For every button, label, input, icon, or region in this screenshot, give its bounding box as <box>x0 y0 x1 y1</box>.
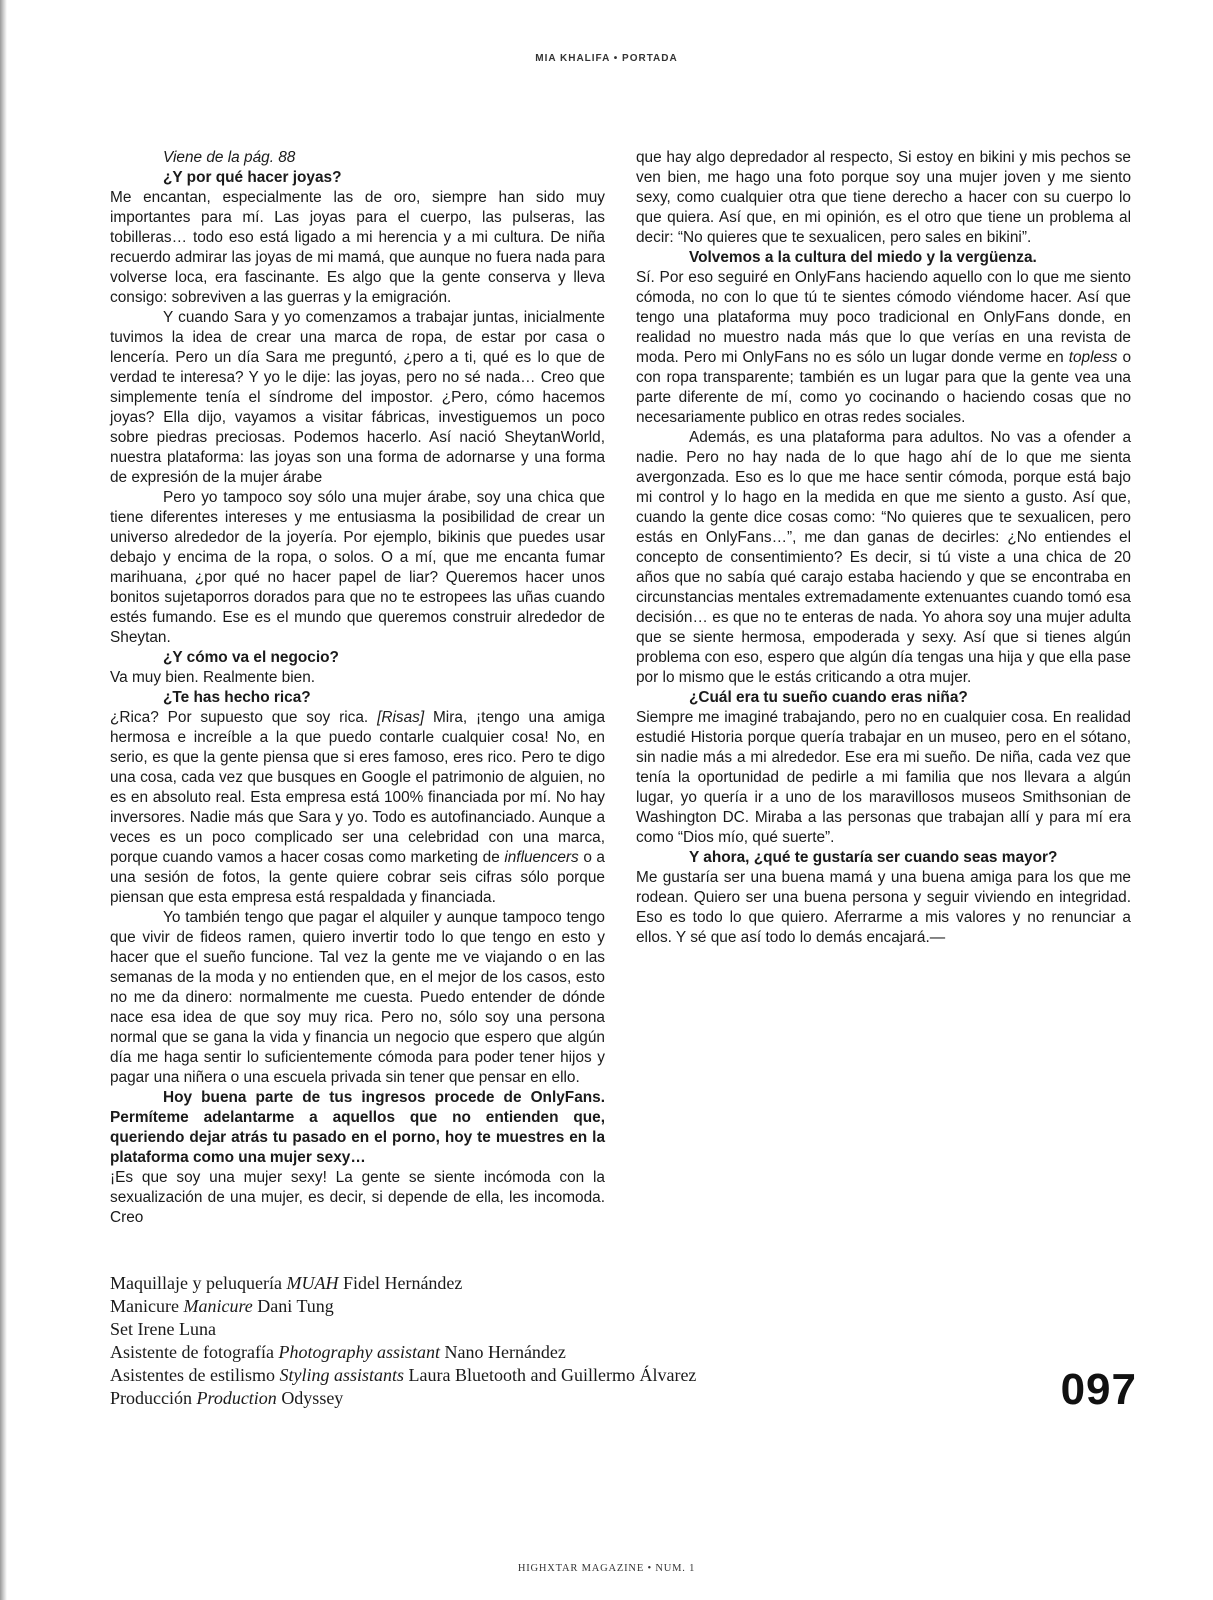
answer-text-italic: influencers <box>504 849 579 866</box>
continued-from-note: Viene de la pág. 88 <box>163 149 296 166</box>
interview-answer: Además, es una plataforma para adultos. No vas a ofender a nadie. Pero no hay nada de lo que hago ahí de lo que me sienta avergonzada. Eso es lo que me hace sentir cómoda, porque está bajo mi control y lo hago en la medida en que me siento a gusto. Así que, cuando la gente dice cosas como: “No quieres que te sexualicen, pero estás en OnlyFans…”, me dan ganas de decirles: ¿No entiendes el concepto de consentimiento? Es decir, si tú viste a una chica de 20 años que no sabía qué carajo estaba haciendo y que se encontraba en circunstancias mentales extremadamente extenuantes cuando tomó esa decisión… es que no te enteras de nada. Yo ahora soy una mujer adulta que se siente hermosa, empoderada y sexy. Así que si tienes algún problema con eso, espero que algún día tengas una hija y que ella pase por lo mismo que le estás criticando a otra mujer. <box>636 429 1131 686</box>
photo-credits <box>110 1272 810 1410</box>
credit-line <box>110 1318 810 1341</box>
credit-role-english: Photography assistant <box>278 1342 440 1362</box>
credit-role: Manicure <box>110 1296 179 1316</box>
interview-question: Volvemos a la cultura del miedo y la vergüenza. <box>689 249 1037 266</box>
credit-line <box>110 1341 810 1364</box>
credit-role-english: MUAH <box>286 1273 339 1293</box>
interview-answer: ¡Es que soy una mujer sexy! La gente se siente incómoda con la sexualización de una mujer, es decir, si depende de ella, les incomoda. Creo <box>110 1169 605 1226</box>
interview-question: ¿Y por qué hacer joyas? <box>163 169 342 186</box>
interview-answer: Yo también tengo que pagar el alquiler y aunque tampoco tengo que vivir de fideos ramen, quiero invertir todo lo que tengo en esto y hacer que el sueño funcione. Tal vez la gente me ve viajando o en las semanas de la moda y no entienden que, en el mejor de los casos, esto no me da dinero: normalmente me cuesta. Puedo entender de dónde nace esa idea de que soy muy rica. Pero no, sólo soy una persona normal que se gana la vida y financia un negocio que espero que algún día me haga sentir lo suficientemente cómoda para poder tener hijos y pagar una niñera o una escuela privada sin tener que pensar en ello. <box>110 909 605 1086</box>
credit-name: Nano Hernández <box>444 1342 566 1362</box>
credit-role-english: Styling assistants <box>279 1365 405 1385</box>
magazine-footer: HIGHXTAR MAGAZINE • NUM. 1 <box>517 1563 696 1574</box>
credit-line <box>110 1295 810 1318</box>
answer-text: o con ropa transparente; también es un lugar para que la gente vea una parte diferente de mí, como yo cocinando o haciendo cosas que no necesariamente publico en otras redes sociales. <box>636 349 1132 426</box>
interview-answer: Pero yo tampoco soy sólo una mujer árabe, soy una chica que tiene diferentes intereses y me entusiasma la posibilidad de crear un universo alrededor de la joyería. Por ejemplo, bikinis que puedes usar debajo y encima de la ropa, o solos. O a mí, que me encanta fumar marihuana, ¿por qué no hacer papel de liar? Queremos hacer unos bonitos sujetaporros dorados para que no te estropees las uñas cuando estés fumando. Ese es el mundo que queremos construir alrededor de Sheytan. <box>110 489 605 646</box>
interview-answer <box>636 268 1131 428</box>
credit-role-english: Manicure <box>183 1296 253 1316</box>
running-head: MIA KHALIFA • PORTADA <box>535 53 678 64</box>
credit-role: Set <box>110 1319 134 1339</box>
interview-question: ¿Cuál era tu sueño cuando eras niña? <box>689 689 968 706</box>
credit-name: Laura Bluetooth and Guillermo Álvarez <box>408 1365 697 1385</box>
answer-text: Mira, ¡tengo una amiga hermosa e increíble a la que puedo contarle cualquier cosa! No, en serio, es que la gente piensa que si eres famoso, eres rico. Pero te digo una cosa, cada vez que busques en Google el patrimonio de alguien, no es en absoluto real. Esta empresa está 100% financiada por mí. No hay inversores. Nadie más que Sara y yo. Todo es autofinanciado. Aunque a veces es un poco complicado ser una celebridad con una marca, porque cuando vamos a hacer cosas como marketing de <box>110 709 606 866</box>
article-column-right <box>636 148 1131 948</box>
interview-answer: Va muy bien. Realmente bien. <box>110 669 316 686</box>
answer-text-italic: topless <box>1068 349 1118 366</box>
interview-answer: que hay algo depredador al respecto, Si estoy en bikini y mis pechos se ven bien, me hago una foto porque soy una mujer joven y me siento sexy, como cualquier otra que tiene derecho a hacer con su cuerpo lo que quiera. Así que, en mi opinión, es el otro que tiene un problema al decir: “No quieres que te sexualicen, pero sales en bikini”. <box>636 149 1131 246</box>
article-column-left <box>110 148 605 1228</box>
credit-role: Asistentes de estilismo <box>110 1365 275 1385</box>
interview-answer: Siempre me imaginé trabajando, pero no en cualquier cosa. En realidad estudié Historia porque quería trabajar en un museo, pero en el sótano, sin nadie más a mi alrededor. Ese era mi sueño. De niña, cada vez que tenía la oportunidad de pedirle a mi familia que nos llevara a algún lugar, yo quería ir a uno de los maravillosos museos Smithsonian de Washington DC. Miraba a las personas que trabajan allí y para mí era como “Dios mío, qué suerte”. <box>636 709 1131 846</box>
credit-role: Asistente de fotografía <box>110 1342 274 1362</box>
interview-answer: Me gustaría ser una buena mamá y una buena amiga para los que me rodean. Quiero ser una buena persona y seguir viviendo en integridad. Eso es todo lo que quiero. Aferrarme a mis valores y no renunciar a ellos. Y sé que así todo lo demás encajará.— <box>636 869 1131 946</box>
answer-text: Sí. Por eso seguiré en OnlyFans haciendo aquello con lo que me siento cómoda, no con lo que tú te sientes cómodo viéndome hacer. Así que tengo una plataforma muy poco tradicional en OnlyFans donde, en realidad no muestro nada más que lo que verías en una revista de moda. Pero mi OnlyFans no es sólo un lugar donde verme en <box>636 269 1131 366</box>
credit-line <box>110 1364 810 1387</box>
credit-role: Producción <box>110 1388 192 1408</box>
interview-question: Y ahora, ¿qué te gustaría ser cuando seas mayor? <box>689 849 1058 866</box>
credit-name: Fidel Hernández <box>342 1273 463 1293</box>
interview-answer: Y cuando Sara y yo comenzamos a trabajar juntas, inicialmente tuvimos la idea de crear una marca de ropa, de estar por casa o lencería. Pero un día Sara me preguntó, ¿pero a ti, qué es lo que de verdad te interesa? Y yo le dije: las joyas, pero no sé nada… Creo que simplemente tenía el síndrome del impostor. ¿Pero, cómo hacemos joyas? Ella dijo, vayamos a visitar fábricas, investiguemos un poco sobre piedras preciosas. Podemos hacerlo. Así nació SheytanWorld, nuestra plataforma: las joyas son una forma de adornarse y una forma de expresión de la mujer árabe <box>110 309 605 486</box>
interview-question: ¿Te has hecho rica? <box>163 689 311 706</box>
page-edge-shadow <box>0 0 7 1600</box>
credit-name: Irene Luna <box>137 1319 216 1339</box>
credit-line <box>110 1387 810 1410</box>
credit-line <box>110 1272 810 1295</box>
credit-name: Odyssey <box>281 1388 344 1408</box>
answer-text-italic: [Risas] <box>377 709 425 726</box>
interview-answer <box>110 708 605 908</box>
page-number: 097 <box>1060 1365 1137 1414</box>
interview-question: ¿Y cómo va el negocio? <box>163 649 339 666</box>
credit-role: Maquillaje y peluquería <box>110 1273 282 1293</box>
credit-name: Dani Tung <box>257 1296 334 1316</box>
interview-question: Hoy buena parte de tus ingresos procede de OnlyFans. Permíteme adelantarme a aquellos que no entienden que, queriendo dejar atrás tu pasado en el porno, hoy te muestres en la plataforma como una mujer sexy… <box>110 1089 605 1166</box>
answer-text: ¿Rica? Por supuesto que soy rica. <box>110 709 378 726</box>
answer-text: o a una sesión de fotos, la gente quiere cobrar seis cifras sólo porque piensan que esta empresa está respaldada y financiada. <box>110 849 605 906</box>
credit-role-english: Production <box>196 1388 277 1408</box>
interview-answer: Me encantan, especialmente las de oro, siempre han sido muy importantes para mí. Las joyas para el cuerpo, las pulseras, las tobilleras… todo eso está ligado a mi herencia y a mi cultura. De niña recuerdo admirar las joyas de mi mamá, que aunque no fuera nada para volverse loca, era fascinante. Es algo que la gente conserva y lleva consigo: sobreviven a las guerras y la emigración. <box>110 189 605 306</box>
